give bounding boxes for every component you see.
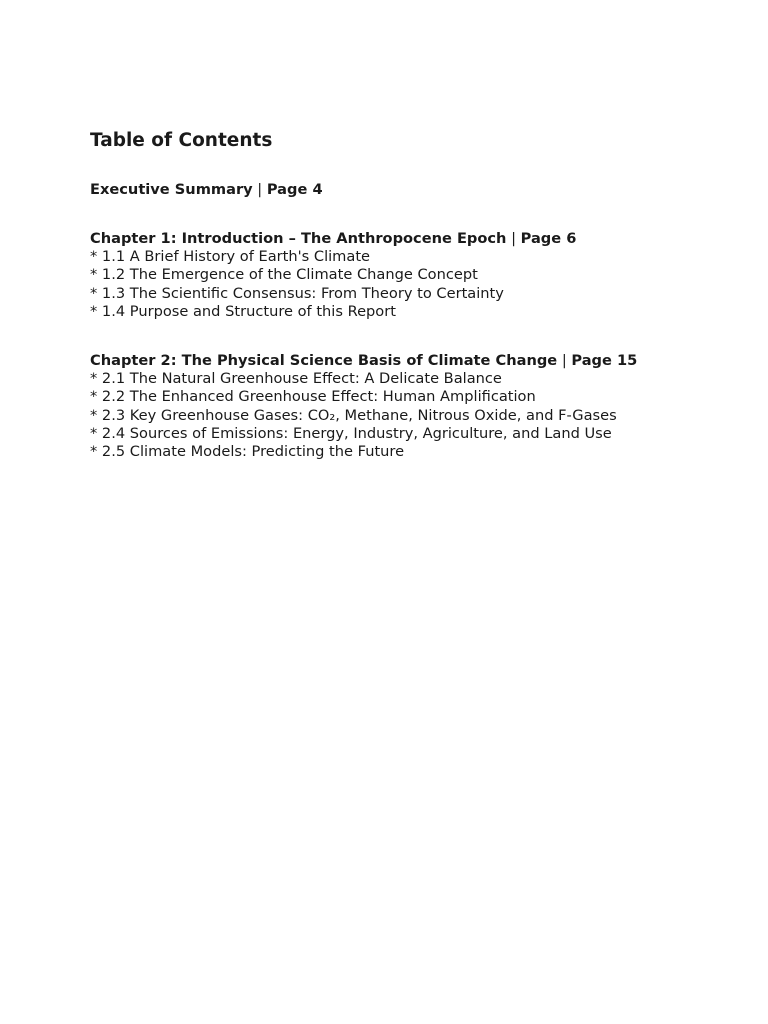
toc-section: * 1.4 Purpose and Structure of this Report	[90, 302, 396, 320]
chapter-heading	[90, 230, 730, 248]
toc-section: * 2.1 The Natural Greenhouse Effect: A Delicate Balance	[90, 370, 502, 388]
chapter-separator: |	[557, 352, 572, 370]
entry-title: Executive Summary	[90, 181, 253, 198]
toc-chapter-1	[90, 230, 730, 321]
toc-title: Table of Contents	[90, 130, 273, 151]
entry-separator: |	[252, 181, 267, 198]
table-of-contents	[90, 129, 730, 461]
toc-section: * 2.3 Key Greenhouse Gases: CO₂, Methane, Nitrous Oxide, and F-Gases	[90, 406, 617, 424]
toc-section: * 1.1 A Brief History of Earth's Climate	[90, 248, 371, 266]
chapter-page: Page 6	[520, 230, 577, 247]
chapter-title: Chapter 2: The Physical Science Basis of Climate Change	[90, 352, 558, 370]
chapter-title: Chapter 1: Introduction – The Anthropocene Epoch	[90, 230, 507, 247]
entry-page: Page 4	[266, 181, 323, 198]
toc-chapter-2	[90, 352, 730, 461]
chapter-page: Page 15	[571, 352, 638, 370]
toc-section: * 2.2 The Enhanced Greenhouse Effect: Human Amplification	[90, 388, 536, 406]
toc-section: * 2.5 Climate Models: Predicting the Future	[90, 443, 405, 461]
toc-section: * 1.3 The Scientific Consensus: From Theory to Certainty	[90, 284, 504, 302]
chapter-separator: |	[506, 230, 521, 247]
toc-entry-executive-summary	[90, 181, 730, 199]
toc-section: * 2.4 Sources of Emissions: Energy, Industry, Agriculture, and Land Use	[90, 424, 612, 442]
toc-section: * 1.2 The Emergence of the Climate Change Concept	[90, 266, 478, 284]
chapter-heading	[90, 352, 730, 370]
